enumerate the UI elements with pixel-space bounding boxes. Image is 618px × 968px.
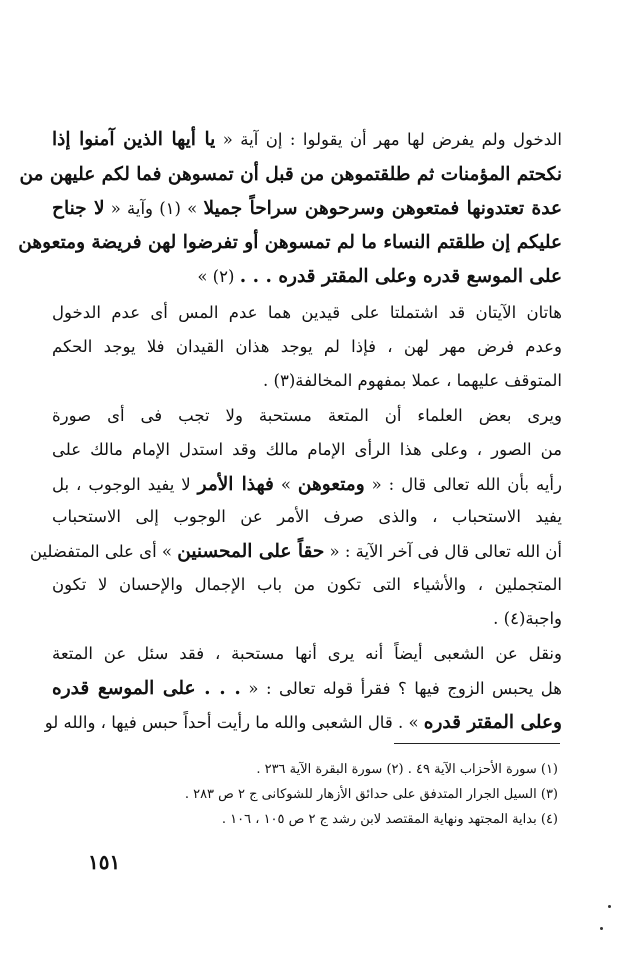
paragraph3-line	[52, 506, 562, 528]
paragraph1-line	[52, 128, 562, 153]
page-number: ١٥١	[88, 850, 121, 874]
paragraph2-line	[52, 302, 562, 324]
footnote-1-2: (١) سورة الأحزاب الآية ٤٩ . (٢) سورة البقرة الآية ٢٣٦ .	[256, 762, 558, 777]
quran-verse-text: حقاً على المحسنين	[177, 541, 325, 562]
body-text-run: الدخول ولم يفرض لها مهر أن يقولوا : إن آية «	[215, 130, 562, 149]
paragraph4-line	[52, 677, 562, 702]
paragraph3-line	[52, 405, 562, 427]
speck-mark	[608, 905, 611, 908]
quran-verse-text: عليكم إن طلقتم النساء ما لم تمسوهن أو تفرضوا لهن فريضة ومتعوهن	[18, 232, 562, 253]
quran-verse-text: وعلى المقتر قدره	[423, 712, 562, 733]
paragraph4-line	[44, 711, 562, 736]
paragraph2-line	[52, 370, 562, 392]
paragraph3-line	[52, 608, 562, 630]
body-text-run: من الصور ، وعلى هذا الرأى الإمام مالك وقد استدل الإمام مالك على	[52, 440, 562, 459]
paragraph3-line	[52, 439, 562, 461]
body-text-run: (٢) »	[197, 267, 240, 286]
quran-verse-text: فهذا الأمر	[197, 474, 274, 495]
body-text-run: يفيد الاستحباب ، والذى صرف الأمر عن الوجوب إلى الاستحباب	[52, 507, 562, 526]
footnote-4: (٤) بداية المجتهد ونهاية المقتصد لابن رشد ج ٢ ص ١٠٥ ، ١٠٦ .	[221, 812, 558, 827]
speck-mark	[600, 927, 603, 930]
quran-verse-text: يا أيها الذين آمنوا إذا	[52, 129, 216, 150]
paragraph3-line	[29, 540, 562, 565]
quran-verse-text: عدة تعتدونها فمتعوهن وسرحوهن سراحاً جميلا	[203, 198, 563, 219]
paragraph4-line	[52, 643, 562, 665]
footnote-separator	[394, 743, 560, 744]
body-text-run: واجبة(٤) .	[493, 609, 562, 628]
body-text-run: المتجملين ، والأشياء التى تكون من باب الإجمال والإحسان لا تكون	[52, 575, 562, 594]
paragraph1-line	[18, 231, 562, 256]
paragraph1-line	[52, 265, 562, 290]
quran-verse-text: على الموسع قدره وعلى المقتر قدره . . .	[239, 266, 562, 287]
body-text-run: » . قال الشعبى والله ما رأيت أحداً حبس فيها ، والله لو	[44, 713, 424, 732]
paragraph1-line	[19, 163, 562, 188]
quran-verse-text: نكحتم المؤمنات ثم طلقتموهن من قبل أن تمسوهن فما لكم عليهن من	[19, 164, 562, 185]
body-text-run: المتوقف عليهما ، عملا بمفهوم المخالفة(٣) .	[263, 371, 562, 390]
quran-verse-text: ومتعوهن	[297, 474, 365, 495]
body-text-run: هاتان الآيتان قد اشتملتا على قيدين هما عدم المس أى عدم الدخول	[52, 303, 562, 322]
quran-verse-text: . . . على الموسع قدره	[52, 678, 241, 699]
body-text-run: رأيه بأن الله تعالى قال : «	[364, 475, 562, 494]
body-text-run: » (١) وآية «	[104, 199, 204, 218]
body-text-run: ونقل عن الشعبى أيضاً أنه يرى أنها مستحبة ، فقد سئل عن المتعة	[52, 644, 562, 663]
body-text-run: » أى على المتفضلين	[29, 542, 178, 561]
body-text-run: أن الله تعالى قال فى آخر الآية : «	[324, 542, 562, 561]
footnote-3: (٣) السيل الجرار المتدفق على حدائق الأزهار للشوكانى ج ٢ ص ٢٨٣ .	[184, 787, 558, 802]
quran-verse-text: لا جناح	[52, 198, 105, 219]
paragraph3-line	[52, 473, 562, 498]
body-text-run: هل يحبس الزوج فيها ؟ فقرأ قوله تعالى : «	[240, 679, 562, 698]
body-text-run: »	[273, 475, 298, 494]
paragraph2-line	[52, 336, 562, 358]
body-text-run: وعدم فرض مهر لهن ، فإذا لم يوجد هذان القيدان فلا يوجد الحكم	[52, 337, 562, 356]
paragraph1-line	[52, 197, 562, 222]
body-text-run: لا يفيد الوجوب ، بل	[52, 475, 198, 494]
paragraph3-line	[52, 574, 562, 596]
body-text-run: ويرى بعض العلماء أن المتعة مستحبة ولا تجب فى أى صورة	[52, 406, 562, 425]
